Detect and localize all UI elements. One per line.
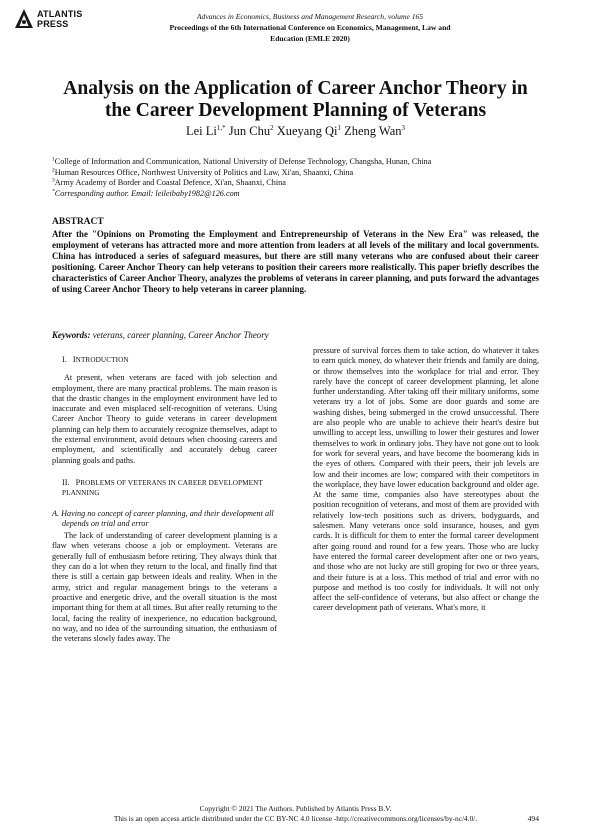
publisher-logo	[14, 8, 94, 32]
affiliation-mark: 3	[52, 177, 55, 184]
section-title-initial: I	[72, 355, 76, 364]
author-list	[30, 124, 561, 139]
right-column	[313, 346, 539, 614]
corresponding-mark: *	[52, 188, 55, 195]
section-number: I.	[62, 355, 67, 364]
affiliations	[52, 157, 431, 199]
keywords-text: veterans, career planning, Career Anchor Theory	[90, 330, 269, 340]
affiliation-mark: 1	[52, 156, 55, 163]
paragraph: At present, when veterans are faced with job selection and employment, there are many practical problems. The main reason is that the drastic changes in the employment environment have led to inaccurate and even misplaced self-recognition of veterans. Using Career Anchor Theory to guide veterans in career development planning can help them to accurately recognize themselves, adapt to the external environment, avoid detours when choosing careers and employment, and scientifically and accurately debug career planning goals and paths.	[52, 373, 277, 465]
author-name: Lei Li	[185, 124, 217, 138]
section-title-initial: P	[75, 477, 81, 487]
corresponding-text: Corresponding author. Email: leileibaby1982@126.com	[54, 188, 240, 198]
atlantis-logo-icon	[14, 8, 34, 30]
keywords	[52, 330, 269, 340]
author-name: Xueyang Qi	[276, 124, 338, 138]
affiliation-line	[52, 168, 431, 179]
proceedings-line-2: Education (EMLE 2020)	[270, 34, 350, 43]
paper-title	[30, 78, 561, 122]
affiliation-text: Human Resources Office, Northwest University of Politics and Law, Xi'an, Shaanxi, China	[54, 167, 354, 177]
section-title-rest: ROBLEMS OF VETERANS IN CAREER DEVELOPMENT PLANNING	[62, 478, 263, 498]
abstract-heading: ABSTRACT	[52, 217, 104, 227]
abstract-text: After the "Opinions on Promoting the Employment and Entrepreneurship of Veterans in the New Era" was released, the employment of veterans has attracted more and more attention from leaders at all levels of the military and local governments. China has introduced a series of safeguard measures, but there are still many veterans who are confused about their career positioning. Career Anchor Theory can help veterans to position their careers more realistically. This paper briefly describes the characteristics of Career Anchor Theory, analyzes the problems of veterans in career planning, and puts forward the advantages of using Career Anchor Theory to help veterans in career planning.	[52, 229, 539, 294]
publisher-name	[37, 9, 82, 29]
left-column	[52, 355, 277, 644]
page-footer	[40, 804, 551, 824]
publisher-name-line1: ATLANTIS	[37, 9, 83, 19]
section-heading-problems	[52, 478, 277, 499]
corresponding-author	[52, 189, 431, 200]
affiliation-mark: 2	[52, 166, 55, 173]
author-name: Jun Chu	[228, 124, 271, 138]
title-line-1: Analysis on the Application of Career Anchor Theory in	[63, 78, 528, 99]
running-head	[110, 11, 510, 44]
license-line: This is an open access article distributed under the CC BY-NC 4.0 license -http://creativecommons.org/licenses/by-nc/4.0/.	[113, 814, 478, 823]
author-affiliation-mark: 3	[401, 123, 406, 132]
page-number: 494	[527, 814, 539, 823]
author-affiliation-mark: 1	[337, 123, 341, 132]
author-affiliation-mark: 1,*	[216, 123, 226, 132]
proceedings-line-1: Proceedings of the 6th International Conference on Economics, Management, Law and	[169, 23, 451, 32]
subsection-heading: A. Having no concept of career planning, and their development all depends on trial and error	[52, 508, 274, 528]
author-name: Zheng Wan	[344, 124, 402, 138]
section-number: II.	[62, 477, 70, 487]
publisher-name-line2: PRESS	[37, 19, 69, 29]
section-title-rest: NTRODUCTION	[75, 356, 129, 364]
title-line-2: the Career Development Planning of Veterans	[104, 100, 487, 121]
keywords-label: Keywords:	[52, 330, 91, 340]
paragraph: pressure of survival forces them to take action, do whatever it takes to earn quick money, do whatever their friends and family are doing, or throw themselves into the workplace for trial and error. They rarely have the concept of career development planning, let alone further understanding. After taking off their military uniforms, some veterans try a lot of jobs. Some are door guards and some are washing dishes, being submerged in the crowd unsuccessful. There are also people who are unable to achieve their heart's desire but unwilling to accept less, unwilling to lower their gestures and lower themselves to work in ordinary jobs. They have not gone out to look for work for several years, and have become the boomerang kids in the eyes of others. Compared with their peers, their job levels are low and their incomes are low; compared with their competitors in the workplace, they have lower education background and older age. At the same time, companies also have stereotypes about the position recognition of veterans, and most of them are provided with relatively low-tech positions such as drivers, bodyguards, and salesmen. Many veterans once sold insurance, houses, and gym cards. It is difficult for them to enter the formal career development after going round and round for a few years. Those who are lucky have entered the formal career development after one or two years, and those who are not lucky are still groping for two or three years, and their future is at a loss. This method of trial and error with no purpose and method is too costly for individuals. It will not only affect the self-confidence of veterans, but also affect or change the career development path of veterans. What's more, it	[313, 346, 539, 613]
affiliation-text: Army Academy of Border and Coastal Defence, Xi'an, Shaanxi, China	[54, 178, 286, 188]
copyright-line: Copyright © 2021 The Authors. Published by Atlantis Press B.V.	[199, 804, 392, 813]
section-heading-introduction	[52, 355, 277, 365]
affiliation-line	[52, 157, 431, 168]
author-affiliation-mark: 2	[270, 123, 274, 132]
series-title: Advances in Economics, Business and Management Research, volume 165	[196, 12, 424, 21]
affiliation-text: College of Information and Communication, National University of Defense Technology, Changsha, Hunan, China	[54, 157, 432, 166]
paragraph: The lack of understanding of career development planning is a flaw when veterans choose a job or employment. Veterans are generally full of enthusiasm before retiring. They always think that they can do a lot when they return to the local, and finally find that there is still a certain gap between ideals and reality. When in the army, strict and regular management brings to the veterans a proactive and energetic drive, and the overall situation is the most important thing for them at all times. But after really returning to the local, facing the reality of inexperience, no education background, no way, and no idea of the surrounding situation, the enthusiasm of the veterans slowly fades away. The	[52, 531, 277, 644]
affiliation-line	[52, 178, 431, 189]
